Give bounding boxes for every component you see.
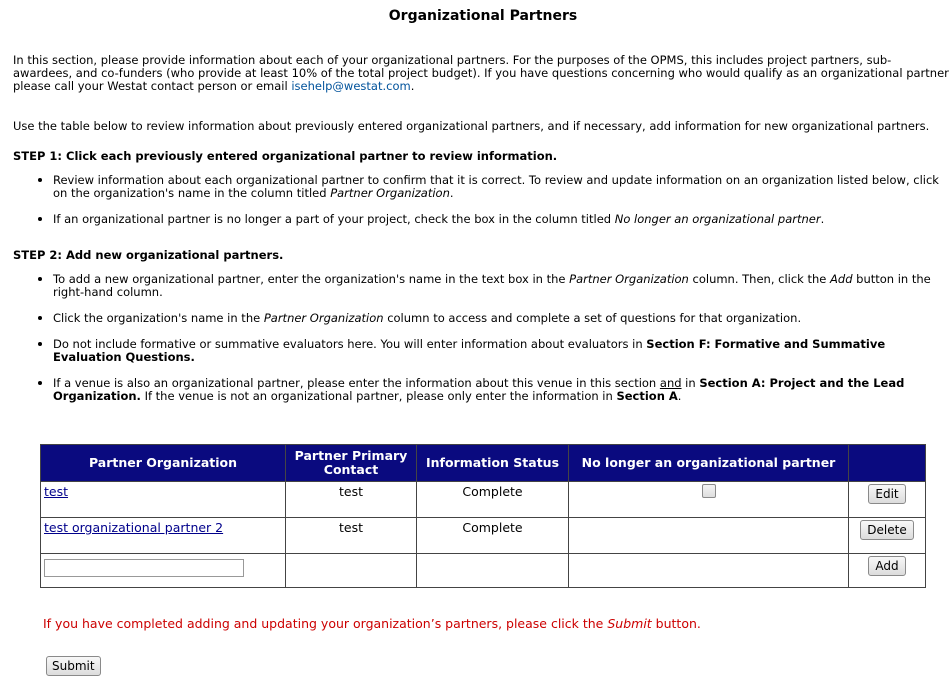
cell-org bbox=[41, 518, 286, 554]
partners-table bbox=[40, 444, 926, 588]
submit-instruction: If you have completed adding and updating your organization’s partners, please click the Submit button. bbox=[43, 616, 701, 631]
bullet-text: If a venue is also an organizational partner, please enter the information about this venue in this section and in Section A: Project and the Lead Organization. If the venue is not an organizational partner, please only enter the information in Section A. bbox=[53, 376, 905, 403]
intro-paragraph bbox=[13, 54, 949, 93]
cell-no-longer bbox=[569, 518, 849, 554]
cell-status: Complete bbox=[417, 482, 569, 518]
cell-contact: test bbox=[286, 518, 417, 554]
bullet-text: To add a new organizational partner, enter the organization's name in the text box in the Partner Organization column. Then, click the Add button in the right-hand column. bbox=[53, 272, 931, 299]
bullet-text: Review information about each organizational partner to confirm that it is correct. To review and update information on an organization listed below, click on the organization's name in the column titled Partner Organization. bbox=[53, 173, 939, 200]
partner-link[interactable]: test organizational partner 2 bbox=[44, 520, 224, 535]
header-primary-contact: Partner Primary Contact bbox=[286, 445, 417, 482]
intro-text: In this section, please provide information about each of your organizational partners. For the purposes of the OPMS, this includes project partners, sub-awardees, and co-funders (who provide at least 10% of the total project budget). If you have questions concerning who would qualify as an organizational partner please call your Westat contact person or email bbox=[13, 53, 949, 93]
email-link[interactable]: isehelp@westat.com bbox=[291, 79, 411, 93]
add-button[interactable]: Add bbox=[868, 556, 905, 576]
cell-contact: test bbox=[286, 482, 417, 518]
header-information-status: Information Status bbox=[417, 445, 569, 482]
header-action bbox=[849, 445, 926, 482]
cell-action bbox=[849, 518, 926, 554]
cell-org bbox=[41, 482, 286, 518]
table-header-row bbox=[41, 445, 926, 482]
step2-heading: STEP 2: Add new organizational partners. bbox=[13, 248, 284, 262]
cell-empty bbox=[286, 554, 417, 588]
page-title: Organizational Partners bbox=[388, 8, 578, 24]
delete-button[interactable]: Delete bbox=[860, 520, 913, 540]
bullet-text: If an organizational partner is no longer a part of your project, check the box in the column titled No longer an organizational partner. bbox=[53, 212, 825, 226]
bullet-icon bbox=[38, 217, 42, 221]
bullet-icon bbox=[38, 277, 42, 281]
table-row bbox=[41, 482, 926, 518]
cell-action bbox=[849, 554, 926, 588]
bullet-icon bbox=[38, 342, 42, 346]
intro-text-end: . bbox=[410, 79, 415, 93]
cell-empty bbox=[569, 554, 849, 588]
header-partner-organization: Partner Organization bbox=[41, 445, 286, 482]
table-intro: Use the table below to review information about previously entered organizational partners, and if necessary, add information for new organizational partners. bbox=[13, 119, 930, 133]
cell-no-longer bbox=[569, 482, 849, 518]
bullet-icon bbox=[38, 381, 42, 385]
cell-status: Complete bbox=[417, 518, 569, 554]
cell-action bbox=[849, 482, 926, 518]
partner-link[interactable]: test bbox=[44, 484, 69, 499]
header-no-longer-partner: No longer an organizational partner bbox=[569, 445, 849, 482]
table-row bbox=[41, 518, 926, 554]
step1-heading: STEP 1: Click each previously entered organizational partner to review information. bbox=[13, 149, 558, 163]
submit-button[interactable]: Submit bbox=[46, 656, 101, 676]
bullet-text: Click the organization's name in the Partner Organization column to access and complete a set of questions for that organization. bbox=[53, 311, 802, 325]
new-partner-input[interactable] bbox=[44, 559, 244, 577]
edit-button[interactable]: Edit bbox=[868, 484, 905, 504]
bullet-text: Do not include formative or summative evaluators here. You will enter information about evaluators in Section F: Formative and Summative Evaluation Questions. bbox=[53, 337, 886, 364]
bullet-icon bbox=[38, 316, 42, 320]
cell-empty bbox=[417, 554, 569, 588]
table-row-new bbox=[41, 554, 926, 588]
cell-org-input bbox=[41, 554, 286, 588]
bullet-icon bbox=[38, 178, 42, 182]
no-longer-partner-checkbox[interactable] bbox=[702, 484, 716, 498]
